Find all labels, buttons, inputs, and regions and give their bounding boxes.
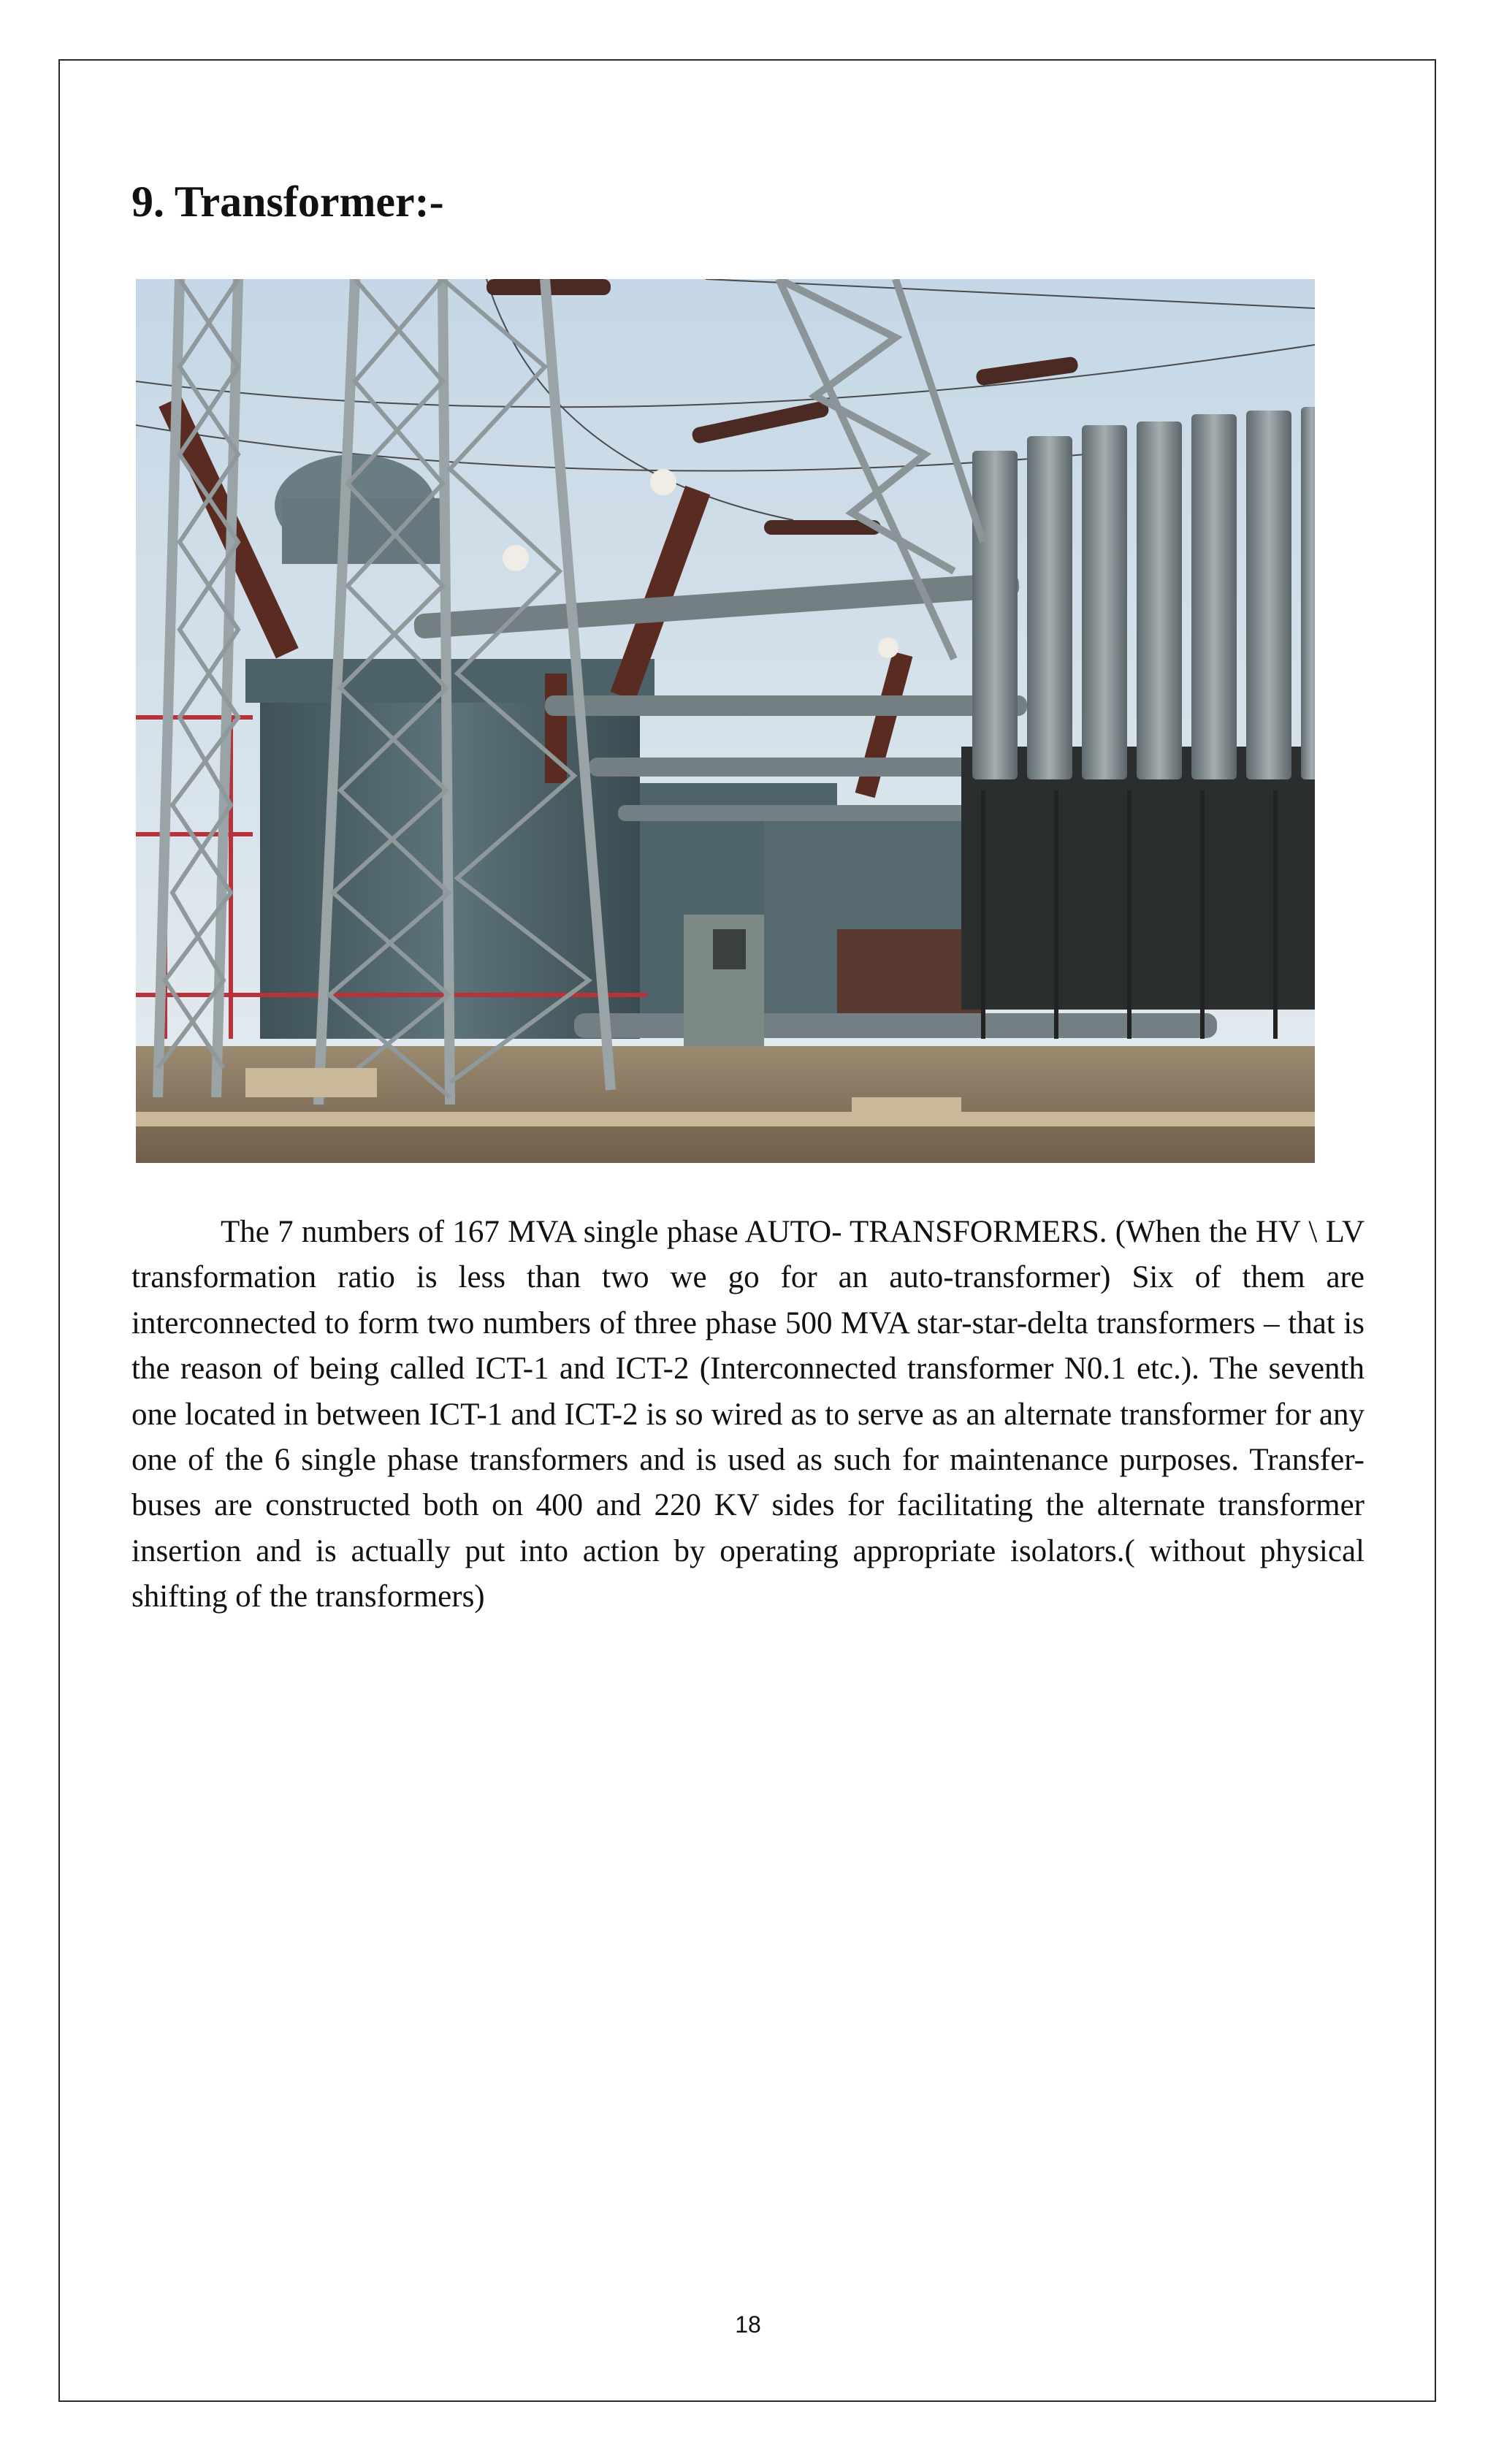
photo-illustration bbox=[136, 279, 1315, 1163]
body-paragraph: The 7 numbers of 167 MVA single phase AUTO- TRANSFORMERS. (When the HV \ LV transformation ratio is less than two we go for an auto-transformer) Six of them are interconnected to form two numbers of three phase 500 MVA star-star-delta transformers – that is the reason of being called ICT-1 and ICT-2 (Interconnected transformer N0.1 etc.). The seventh one located in between ICT-1 and ICT-2 is so wired as to serve as an alternate transformer for any one of the 6 single phase transformers and is used as such for maintenance purposes. Transfer-buses are constructed both on 400 and 220 KV sides for facilitating the alternate transformer insertion and is actually put into action by operating appropriate isolators.( without physical shifting of the transformers) bbox=[131, 1215, 1365, 1614]
substation-transformer-photo bbox=[136, 279, 1315, 1163]
page-number: 18 bbox=[735, 2311, 761, 2338]
section-heading: 9. Transformer:- bbox=[131, 178, 444, 226]
